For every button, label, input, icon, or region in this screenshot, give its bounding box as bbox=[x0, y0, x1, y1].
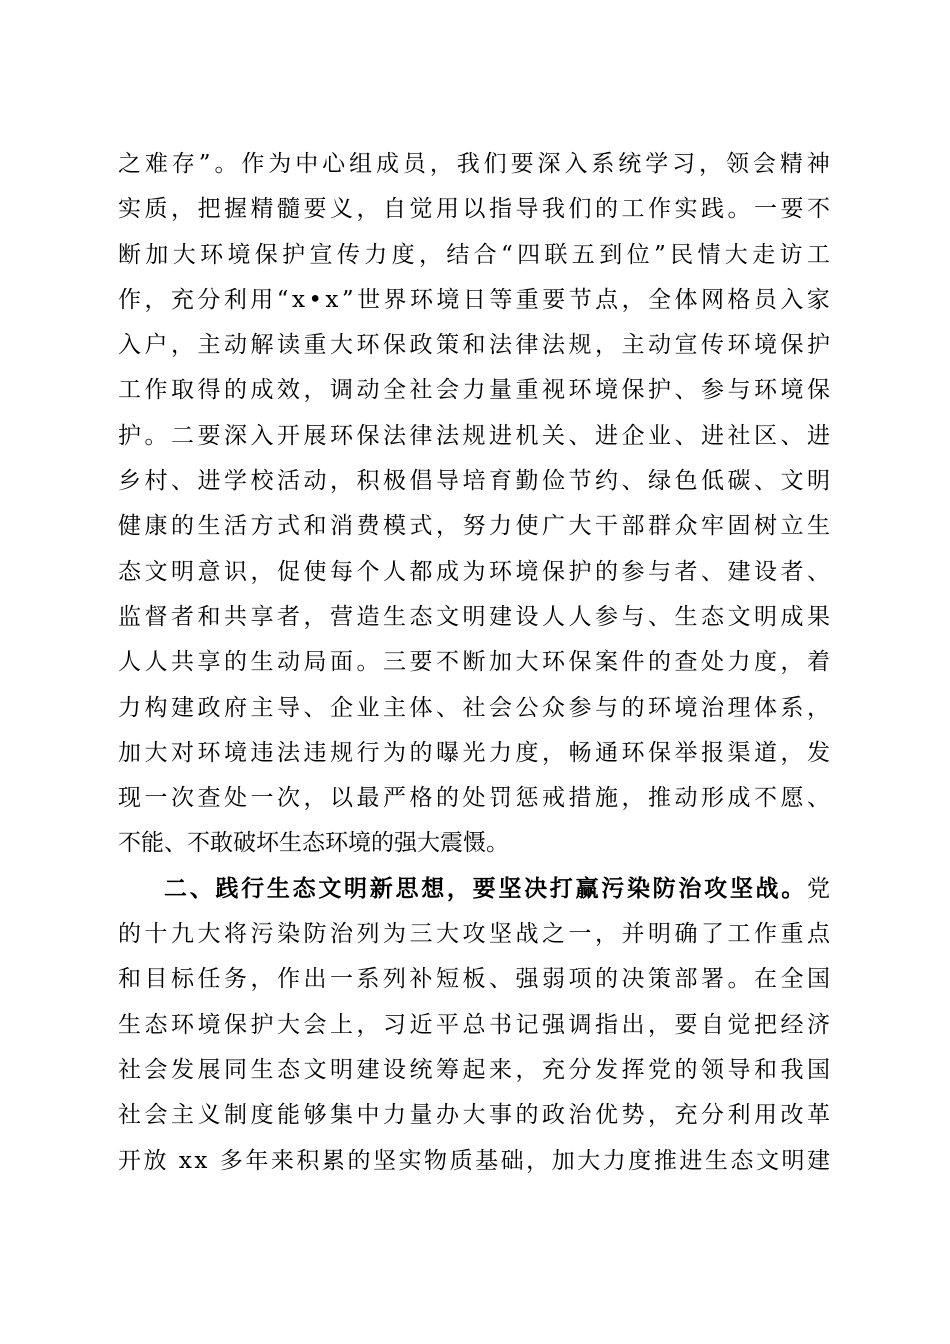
text-line: 力 构 建 政 府 主 导 、 企 业 主 体 、 社 会 公 众 参 与 的 环 境 治 理 体 系 ， bbox=[118, 694, 830, 721]
text-line: 现 一 次 查 处 一 次 ， 以 最 严 格 的 处 罚 惩 戒 措 施 ， 推 动 形 成 不 愿 、 bbox=[118, 785, 830, 812]
text-line: 实 质 ， 把 握 精 髓 要 义 ， 自 觉 用 以 指 导 我 们 的 工 作 实 践 。 一 要 不 bbox=[118, 196, 830, 223]
text-line: 加 大 对 环 境 违 法 违 规 行 为 的 曝 光 力 度 ， 畅 通 环 保 举 报 渠 道 ， 发 bbox=[118, 739, 830, 766]
text-line: 和 目 标 任 务 ， 作 出 一 系 列 补 短 板 、 强 弱 项 的 决 策 部 署 。 在 全 国 bbox=[118, 966, 830, 993]
paragraph-2 bbox=[118, 867, 830, 1184]
text-line: 健 康 的 生 活 方 式 和 消 费 模 式 ， 努 力 使 广 大 干 部 群 众 牢 固 树 立 生 bbox=[118, 513, 830, 540]
text-line: 入 户 ， 主 动 解 读 重 大 环 保 政 策 和 法 律 法 规 ， 主 动 宣 传 环 境 保 护 bbox=[118, 332, 830, 359]
paragraph-2-first-line: 二 、 践 行 生 态 文 明 新 思 想 ， 要 坚 决 打 赢 污 染 防 治 攻 坚 战 。 党 bbox=[164, 875, 830, 902]
text-line: 社 会 发 展 同 生 态 文 明 建 设 统 筹 起 来 ， 充 分 发 挥 党 的 领 导 和 我 国 bbox=[118, 1056, 830, 1083]
text-line: 态 文 明 意 识 ， 促 使 每 个 人 都 成 为 环 境 保 护 的 参 与 者 、 建 设 者 、 bbox=[118, 558, 830, 585]
paragraph-1 bbox=[118, 142, 830, 867]
text-line: 不能、不敢破坏生态环境的强大震慑。 bbox=[118, 830, 509, 857]
text-line: 工 作 取 得 的 成 效 ， 调 动 全 社 会 力 量 重 视 环 境 保 护 、 参 与 环 境 保 bbox=[118, 377, 830, 404]
text-line: 监 督 者 和 共 享 者 ， 营 造 生 态 文 明 建 设 人 人 参 与 、 生 态 文 明 成 果 bbox=[118, 603, 830, 630]
text-line: 作 ， 充 分 利 用 “ x • x ” 世 界 环 境 日 等 重 要 节 点 ， 全 体 网 格 员 入 家 bbox=[118, 286, 830, 313]
text-line: 护 。 二 要 深 入 开 展 环 保 法 律 法 规 进 机 关 、 进 企 业 、 进 社 区 、 进 bbox=[118, 422, 830, 449]
text-line: 断 加 大 环 境 保 护 宣 传 力 度 ， 结 合 “ 四 联 五 到 位 ” 民 情 大 走 访 工 bbox=[118, 241, 830, 268]
text-line: 人 人 共 享 的 生 动 局 面 。 三 要 不 断 加 大 环 保 案 件 的 查 处 力 度 ， 着 bbox=[118, 649, 830, 676]
text-line: 之 难 存 ” 。 作 为 中 心 组 成 员 ， 我 们 要 深 入 系 统 学 习 ， 领 会 精 神 bbox=[118, 151, 830, 177]
text-line: 生 态 环 境 保 护 大 会 上 ， 习 近 平 总 书 记 强 调 指 出 ， 要 自 觉 把 经 济 bbox=[118, 1011, 830, 1038]
text-line: 的 十 九 大 将 污 染 防 治 列 为 三 大 攻 坚 战 之 一 ， 并 明 确 了 工 作 重 点 bbox=[118, 921, 830, 948]
document-body bbox=[118, 142, 830, 1184]
text-line: 开 放 x x 多 年 来 积 累 的 坚 实 物 质 基 础 ， 加 大 力 度 推 进 生 态 文 明 建 bbox=[118, 1147, 830, 1174]
text-line: 乡 村 、 进 学 校 活 动 ， 积 极 倡 导 培 育 勤 俭 节 约 、 绿 色 低 碳 、 文 明 bbox=[118, 468, 830, 495]
text-line: 社 会 主 义 制 度 能 够 集 中 力 量 办 大 事 的 政 治 优 势 ， 充 分 利 用 改 革 bbox=[118, 1102, 830, 1129]
